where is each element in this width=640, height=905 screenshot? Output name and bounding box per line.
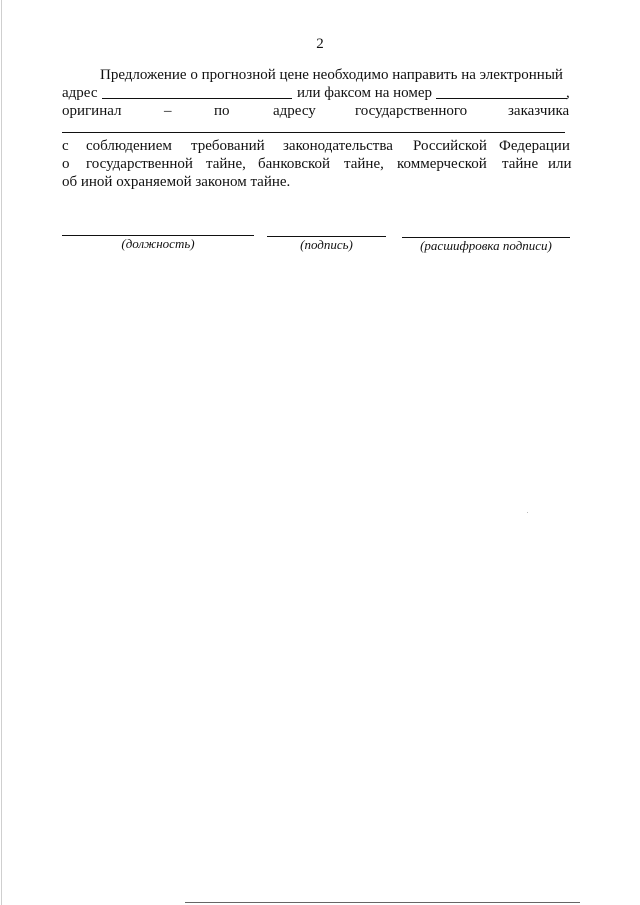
para2-l2-w1: о [62, 156, 70, 172]
position-label: (должность) [121, 236, 195, 251]
bottom-scan-rule [185, 902, 580, 903]
para2-l1-w4: законодательства [283, 138, 393, 154]
para1-word-gos: государственного [355, 103, 468, 119]
para1-word-dash: – [164, 103, 172, 119]
fax-blank-line [436, 98, 567, 99]
email-blank-line [102, 98, 292, 99]
para2-l1-w6: Федерации [499, 138, 570, 154]
para1-line1: Предложение о прогнозной цене необходимо направить на электронный [100, 67, 563, 83]
para2-l1-w3: требований [191, 138, 265, 154]
para1-word-po: по [214, 103, 230, 119]
signature-label: (подпись) [300, 237, 353, 252]
para2-l2-w7: тайне [502, 156, 539, 172]
para1-word-zakazchika: заказчика [508, 103, 570, 119]
scan-edge [1, 0, 2, 905]
para1-word-original: оригинал [62, 103, 122, 119]
para2-l2-w3: тайне, [206, 156, 246, 172]
para2-l2-w2: государственной [86, 156, 193, 172]
name-decipher-label: (расшифровка подписи) [420, 238, 552, 253]
para2-l2-w6: коммерческой [397, 156, 487, 172]
para1-comma: , [566, 85, 570, 101]
para2-l1-w5: Российской [413, 138, 487, 154]
para2-l2-w8: или [548, 156, 572, 172]
para2-line3: об иной охраняемой законом тайне. [62, 174, 291, 190]
scan-speck [527, 512, 528, 513]
para1-fax-label: или факсом на номер [297, 85, 433, 101]
para2-l1-w2: соблюдением [86, 138, 172, 154]
para2-l2-w5: тайне, [344, 156, 384, 172]
para1-word-adresu: адресу [273, 103, 316, 119]
para2-l2-w4: банковской [258, 156, 331, 172]
para2-l1-w1: с [62, 138, 69, 154]
page-number: 2 [316, 36, 324, 52]
customer-address-blank-line [62, 132, 565, 133]
para1-address-label: адрес [62, 85, 98, 101]
